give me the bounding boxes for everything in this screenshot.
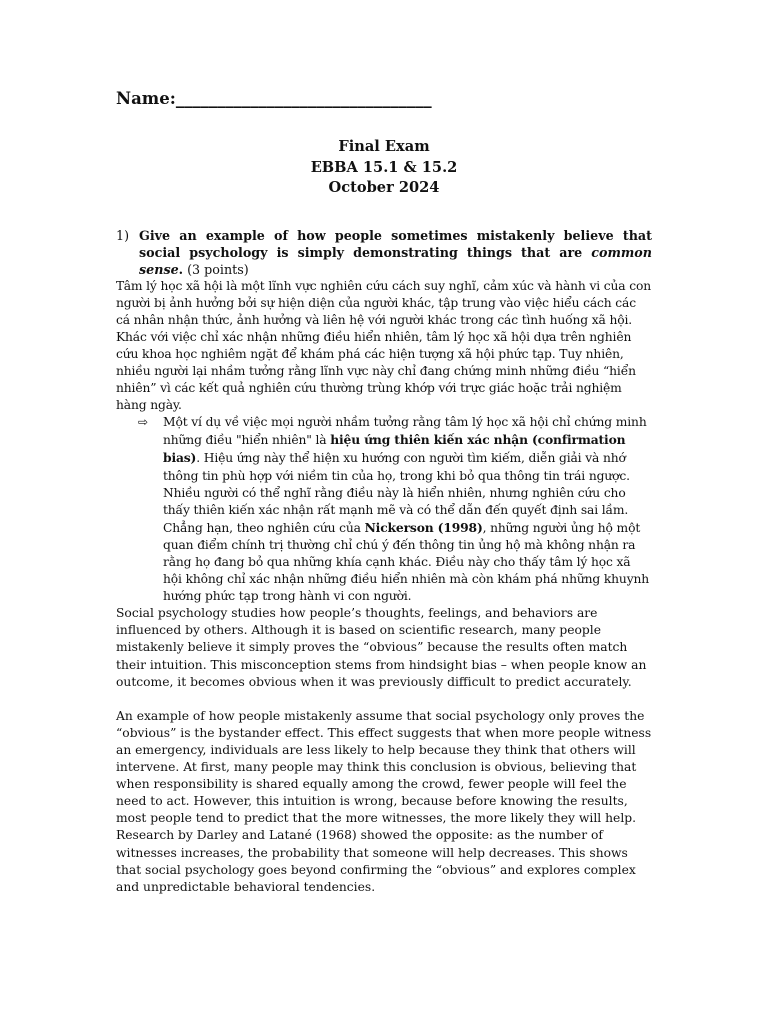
question-emphasis: common sense bbox=[139, 244, 652, 277]
bullet-text-part2: . Hiệu ứng này thể hiện xu hướng con người tìm kiếm, diễn giải và nhớ thông tin phù hợp với niềm tin của họ, trong khi bỏ qua thông tin trái ngược. Nhiều người có thể nghĩ rằng điều này là hiển nhiên, nhưng nghiên cứu cho thấy thiên kiến xác nhận rất mạnh mẽ và có thể dẫn đến quyết định sai lầm. Chẳng hạn, theo nghiên cứu của bbox=[163, 451, 630, 535]
arrow-right-outline-icon: ⇨ bbox=[138, 415, 148, 430]
exam-title: Final Exam bbox=[338, 138, 430, 155]
answer-vietnamese-paragraph: Tâm lý học xã hội là một lĩnh vực nghiên cứu cách suy nghĩ, cảm xúc và hành vi của con người bị ảnh hưởng bởi sự hiện diện của người khác, tập trung vào việc hiểu cách các cá nhân nhận thức, ảnh hưởng và liên hệ với người khác trong các tình huống xã hội. Khác với việc chỉ xác nhận những điều hiển nhiên, tâm lý học xã hội dựa trên nghiên cứu khoa học nghiêm ngặt để khám phá các hiện tượng xã hội phức tạp. Tuy nhiên, nhiều người lại nhầm tưởng rằng lĩnh vực này chỉ đang chứng minh những điều “hiển nhiên” vì các kết quả nghiên cứu thường trùng khớp với trực giác hoặc trải nghiệm hàng ngày. bbox=[116, 278, 651, 413]
question-points: (3 points) bbox=[183, 261, 249, 277]
course-code: EBBA 15.1 & 15.2 bbox=[310, 158, 458, 176]
exam-header bbox=[116, 137, 652, 199]
question-number: 1) bbox=[116, 227, 130, 243]
question-prompt: Give an example of how people sometimes mistakenly believe that social psychology is simply demonstrating things that are bbox=[139, 227, 652, 260]
bullet-text bbox=[163, 414, 652, 605]
bullet-text-part3: , những người ủng hộ một quan điểm chính trị thường chỉ chú ý đến thông tin ủng hộ mà không nhận ra rằng họ đang bỏ qua những khía cạnh khác. Điều này cho thấy tâm lý học xã hội không chỉ xác nhận những điều hiển nhiên mà còn khám phá những khuynh hướng phức tạp trong hành vi con người. bbox=[163, 520, 650, 604]
paragraph-spacer bbox=[116, 691, 652, 708]
question-period: . bbox=[178, 261, 184, 277]
answer-vietnamese-bullet bbox=[138, 414, 652, 605]
answer-english-paragraph-1: Social psychology studies how people’s thoughts, feelings, and behaviors are influenced by others. Although it is based on scientific research, many people mistakenly believe it simply proves the “obvious” because the results often match their intuition. This misconception stems from hindsight bias – when people know an outcome, it becomes obvious when it was previously difficult to predict accurately. bbox=[116, 606, 647, 689]
name-field-label: Name:_______________________________ bbox=[116, 89, 432, 108]
answer-english-paragraph-2: An example of how people mistakenly assume that social psychology only proves the “obvious” is the bystander effect. This effect suggests that when more people witness an emergency, individuals are less likely to help because they think that others will intervene. At first, many people may think this conclusion is obvious, believing that when responsibility is shared equally among the crowd, fewer people will feel the need to act. However, this intuition is wrong, because before knowing the results, most people tend to predict that the more witnesses, the more likely they will help. Research by Darley and Latané (1968) showed the opposite: as the number of witnesses increases, the probability that someone will help decreases. This shows that social psychology goes beyond confirming the “obvious” and explores complex and unpredictable behavioral tendencies. bbox=[116, 708, 652, 894]
question-text bbox=[139, 227, 652, 278]
bullet-text-part1: Một ví dụ về việc mọi người nhầm tưởng rằng tâm lý học xã hội chỉ chứng minh những điều "hiển nhiên" là bbox=[163, 415, 647, 448]
exam-date: October 2024 bbox=[328, 179, 440, 196]
bullet-bold-confirmation-bias: hiệu ứng thiên kiến xác nhận (confirmation bias) bbox=[163, 432, 626, 466]
question-1 bbox=[116, 227, 652, 278]
bullet-bold-citation: Nickerson (1998) bbox=[364, 519, 483, 535]
exam-page bbox=[116, 88, 652, 896]
